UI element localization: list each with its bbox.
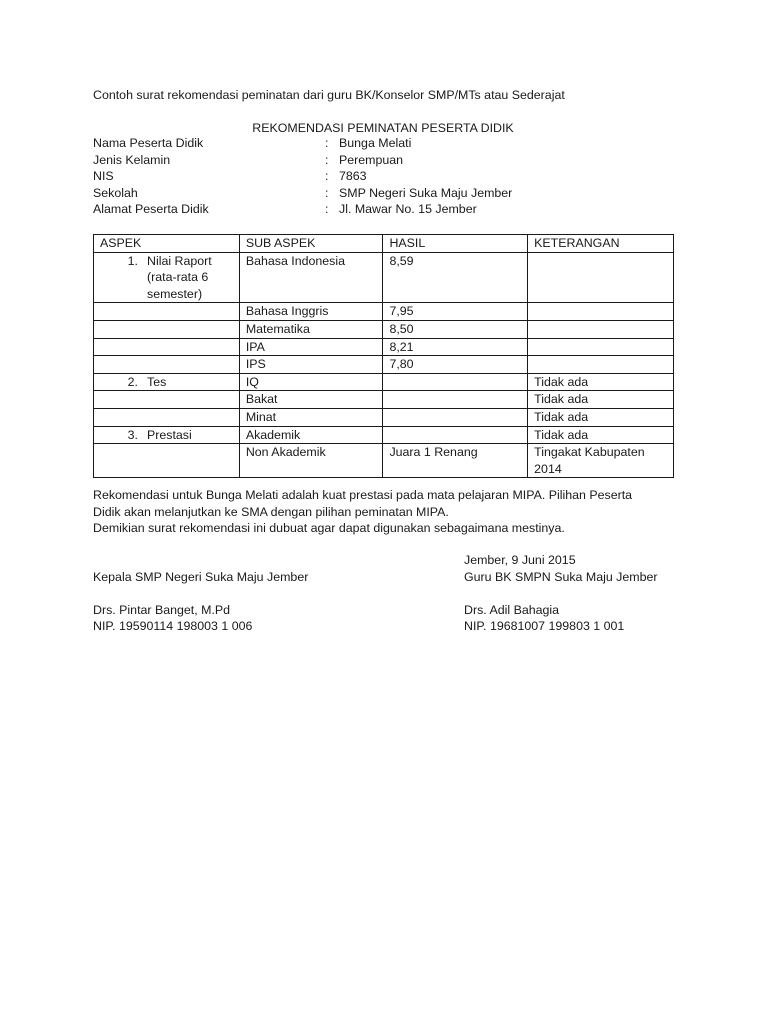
keterangan-cell: Tidak ada [528,408,674,426]
header-aspek: ASPEK [94,235,240,253]
hasil-cell [383,426,528,444]
signature-role: Kepala SMP Negeri Suka Maju Jember [93,569,309,584]
identity-value: 7863 [339,169,367,184]
signature-counselor [464,552,658,635]
hasil-cell: 7,95 [383,303,528,321]
aspek-cell [94,373,240,391]
student-identity [93,135,512,218]
header-sub-aspek: SUB ASPEK [239,235,383,253]
table-row [94,303,674,321]
body-line: Demikian surat rekomendasi ini dubuat agar dapat digunakan sebagaimana mestinya. [93,521,565,536]
table-row [94,320,674,338]
aspek-label: Nilai Raport (rata-rata 6 semester) [147,253,212,301]
identity-colon: : [325,202,329,217]
identity-label: Alamat Peserta Didik [93,202,209,217]
table-header-row [94,235,674,253]
aspek-cell [94,338,240,356]
document-title: REKOMENDASI PEMINATAN PESERTA DIDIK [252,121,514,135]
identity-value: Jl. Mawar No. 15 Jember [339,202,477,217]
recommendation-table [93,234,674,478]
identity-row [93,168,512,185]
signature-name: Drs. Pintar Banget, M.Pd [93,602,231,617]
sub-aspek-cell: IPS [239,356,383,374]
sub-aspek-cell: IPA [239,338,383,356]
sub-aspek-cell: Akademik [239,426,383,444]
keterangan-cell [528,356,674,374]
identity-colon: : [325,169,329,184]
signature-role: Guru BK SMPN Suka Maju Jember [464,569,658,584]
recommendation-text [93,487,683,537]
signature-nip: NIP. 19681007 199803 1 001 [464,619,625,634]
table-row [94,356,674,374]
identity-label: Nama Peserta Didik [93,136,204,150]
table-row [94,444,674,478]
identity-value: SMP Negeri Suka Maju Jember [339,185,513,200]
identity-row [93,201,512,218]
aspek-cell [94,444,240,478]
identity-colon: : [325,152,329,167]
identity-colon: : [325,185,329,200]
sub-aspek-cell: Bahasa Indonesia [239,252,383,303]
identity-label: Jenis Kelamin [93,152,171,167]
aspek-cell [94,391,240,409]
table-row [94,391,674,409]
body-line: Didik akan melanjutkan ke SMA dengan pilihan peminatan MIPA. [93,504,449,519]
table-row [94,426,674,444]
signature-nip: NIP. 19590114 198003 1 006 [93,619,253,634]
header-keterangan: KETERANGAN [528,235,674,253]
table-row [94,252,674,303]
hasil-cell: 8,50 [383,320,528,338]
sub-aspek-cell: Non Akademik [239,444,383,478]
signature-place-date: Jember, 9 Juni 2015 [464,553,576,567]
identity-row [93,135,512,152]
sub-aspek-cell: Bakat [239,391,383,409]
identity-value: Perempuan [339,152,404,167]
aspek-cell [94,408,240,426]
aspek-number: 2. [127,374,138,389]
keterangan-cell: Tingakat Kabupaten 2014 [528,444,674,478]
identity-row [93,185,512,202]
hasil-cell [383,373,528,391]
aspek-cell [94,320,240,338]
table-row [94,338,674,356]
aspek-cell [94,303,240,321]
sub-aspek-cell: Minat [239,408,383,426]
identity-label: Sekolah [93,185,138,200]
table-row [94,373,674,391]
keterangan-cell: Tidak ada [528,391,674,409]
keterangan-cell [528,252,674,303]
hasil-cell [383,408,528,426]
keterangan-cell [528,320,674,338]
hasil-cell: 8,21 [383,338,528,356]
aspek-cell [94,426,240,444]
identity-row [93,152,512,169]
body-line: Rekomendasi untuk Bunga Melati adalah kuat prestasi pada mata pelajaran MIPA. Pilihan Peserta [93,488,633,502]
keterangan-cell: Tidak ada [528,373,674,391]
aspek-label: Prestasi [147,427,192,442]
signature-name: Drs. Adil Bahagia [464,602,560,617]
hasil-cell: 7,80 [383,356,528,374]
sub-aspek-cell: IQ [239,373,383,391]
aspek-cell [94,252,240,303]
intro-line: Contoh surat rekomendasi peminatan dari guru BK/Konselor SMP/MTs atau Sederajat [93,88,565,102]
signature-principal [93,552,308,635]
aspek-cell [94,356,240,374]
sub-aspek-cell: Matematika [239,320,383,338]
keterangan-cell [528,338,674,356]
identity-value: Bunga Melati [339,136,412,150]
header-hasil: HASIL [383,235,528,253]
hasil-cell: 8,59 [383,252,528,303]
hasil-cell [383,391,528,409]
hasil-cell: Juara 1 Renang [383,444,528,478]
aspek-number: 3. [127,427,138,442]
sub-aspek-cell: Bahasa Inggris [239,303,383,321]
identity-label: NIS [93,169,114,184]
aspek-number: 1. [127,253,138,268]
keterangan-cell: Tidak ada [528,426,674,444]
keterangan-cell [528,303,674,321]
table-row [94,408,674,426]
identity-colon: : [325,136,329,150]
aspek-label: Tes [147,374,167,389]
